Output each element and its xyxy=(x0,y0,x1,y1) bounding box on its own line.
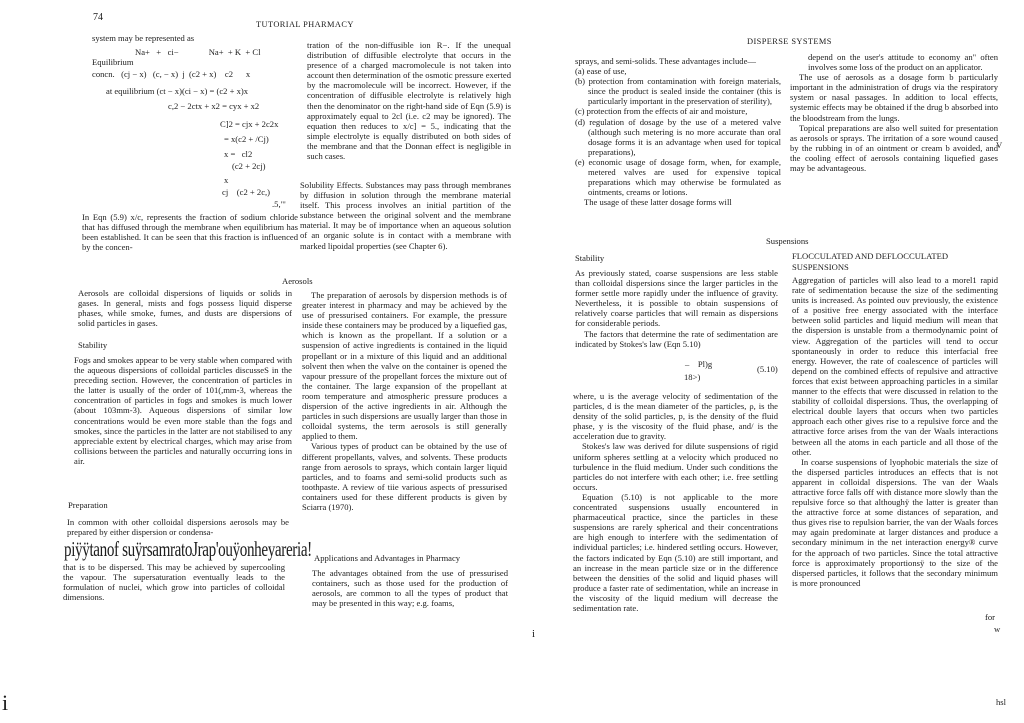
equation-applicability: Equation (5.10) is not applicable to the more concentrated suspensions usually encountered in pharmaceutical practice, since the particles in these suspensions are rarely spherical and their concentrations are high enough to interfere with the sedimentation of individual particles; i.e. hindered settling occurs. However, the factors indicated by Eqn (5.10) are still important, and an increase in the mean particle size or in the difference between the densities of the solid and liquid phases will produce a faster rate of sedimentation, while an increase in the viscosity of the liquid medium will decrease the sedimentation rate. xyxy=(573,491,778,613)
equation-number: (5.10) xyxy=(757,364,778,374)
equation-5-10-numerator: – Pl)g xyxy=(685,359,713,369)
eq-line-8: x = cl2 xyxy=(224,149,253,159)
eq-line-5: c,2 − 2ctx + x2 = cyx + x2 xyxy=(168,101,260,111)
eq-line-7: = x(c2 + /Cj) xyxy=(224,134,269,144)
paragraph-advantages xyxy=(575,56,781,207)
stokes-where: where, u is the average velocity of sedimentation of the particles, d is the mean diameter of the particles, ρ, is the density of the solid particles, p, is the density of the fluid phase, y is the viscosity of the fluid phase, and/ is the acceleration due to gravity. xyxy=(573,391,778,442)
equation-5-10-denominator: 18>) xyxy=(684,372,701,382)
heading-stability-left: Stability xyxy=(78,340,108,350)
paragraph-eqn-fraction: In Eqn (5.9) x/c, represents the fraction of sodium chloride that has diffused through the membrane when equilibrium has been established. It can be seen that this fraction is influenced by the concen- xyxy=(82,212,298,253)
running-head-left: TUTORIAL PHARMACY xyxy=(256,20,354,29)
heading-stability-right: Stability xyxy=(575,253,605,263)
heading-flocculated: FLOCCULATED AND DEFLOCCULATED SUSPENSIONS xyxy=(792,251,949,272)
column-top-right xyxy=(790,52,998,173)
eq-line-2: Equilibrium xyxy=(92,57,134,67)
paragraph-preparation-start: In common with other colloidal dispersions aerosols may be prepared by either dispersion or condensa- xyxy=(67,517,289,538)
paragraph-applications: The advantages obtained from the use of pressurised containers, such as those used for the production of aerosols, are common to all the types of product that may be presented in this way; e.g. foams, xyxy=(312,568,508,609)
paragraph-stability-right xyxy=(575,268,778,349)
heading-suspensions: Suspensions xyxy=(766,236,809,246)
advantages-list xyxy=(575,66,781,197)
paragraph-aerosol-preparation xyxy=(302,290,507,512)
flocculated-text-2: In coarse suspensions of lyophobic materials the size of the dispersed particles introduces an effects that is not apparent in colloidal dispersions. The van der Waals attractive force falls off with distance more slowly than the repulsive force so that althoughÿ the latter is greater than the attractive force at some distances of separation, and thus gives rise to repulsion barrier, the van der Waals forces may again predominate at larger distances and produce a secondary minimum in the net interaction energy® curve for the approach of two particles. Since the total attractive force is approximately proportionsÿ to the size of the dispersed particles, it follows that the secondary minimum is more pronounced xyxy=(792,456,998,588)
paragraph-solubility xyxy=(300,180,511,251)
advantages-usage: The usage of these latter dosage forms will xyxy=(584,197,732,208)
paragraph-stokes xyxy=(573,391,778,613)
list-item: (a) ease of use, xyxy=(575,66,627,77)
eq-line-3: concn. (cj − x) (c, − x) j (c2 + x) c2 x xyxy=(92,69,251,79)
running-head-right: DISPERSE SYSTEMS xyxy=(747,37,832,46)
corner-mark-right: hsl xyxy=(996,697,1007,707)
aerosol-dosage-text: The use of aerosols as a dosage form b particularly important in the administration of drugs via the respiratory system or nasal passages. In addition to local effects, systemic effects may be obtained if the drug b absorbed into the bloodstream from the lungs. xyxy=(790,72,998,123)
gutter-mark: i xyxy=(532,628,536,640)
paragraph-aerosols: Aerosols are colloidal dispersions of liquids or solids in gases. In general, mists and fogs possess liquid disperse phases, while smoke, fumes, and dusts are dispersions of solid particles in gases. xyxy=(78,288,292,329)
solubility-text: Substances may pass through membranes by diffusion in solution through the membrane material itself. This process involves an initial partition of the substance between the original solvent and the membrane material. It may be of importance when an aqueous solution of an organic solute is in contact with a membrane with marked lipoidal properties (see Chapter 6). xyxy=(300,180,511,251)
list-item: (c) protection from the effects of air and moisture, xyxy=(575,106,748,117)
paragraph-donnan: tration of the non-diffusible ion R−. If the unequal distribution of diffusible electrolyte that occurs in the presence of a charged macromolecule is not taken into account then determination of the osmotic pressure exerted by the macromolecule will be incorrect. However, if the concentration of diffusible electrolyte is relatively high then the denominator on the right-hand side of Eqn (5.9) is approximately equal to 2cl (i.e. c2 may be ignored). The equation then reduces to x/c] = 5., indicating that the simple electrolyte is equally distributed on both sides of the membrane and that the Donnan effect is negligible in such cases. xyxy=(307,40,511,162)
list-item: (e) economic usage of dosage form, when, for example, metered valves are used for expensive topical preparations which may otherwise be formulated as ointments, creams or lotions. xyxy=(575,156,781,198)
heading-preparation: Preparation xyxy=(68,500,108,510)
list-item: (b) protection from contamination with foreign materials, since the product is sealed inside the container (this is particularly important in the preservation of sterility), xyxy=(575,76,781,107)
margin-mark-w: w xyxy=(994,624,1001,634)
stability-right-text: As previously stated, coarse suspensions are less stable than colloidal dispersions since the larger particles in the former settle more rapidly under the influence of gravity. Nevertheless, it is possible to obtain suspensions of relatively coarse particles that will remain as dispersions for considerable periods. xyxy=(575,268,778,329)
aerosol-types-text: Various types of product can be obtained by the use of different propellants, valves, and solvents. These products range from aerosols to sprays, which contain larger liquid particles, and to foams and semi-solid products such as toothpaste. A review of tiie various aspects of pressurised containers used for these different products is given by Sciarra (1970). xyxy=(302,441,507,512)
garbled-ocr-line: piÿÿtanof suÿrsamratoJrap'ouÿonheyareria! xyxy=(64,537,312,561)
eq-line-9: (c2 + 2cj) xyxy=(232,161,266,171)
eq-line-1: Na+ + ci− Na+ + K + Cl xyxy=(135,47,261,57)
topical-text: Topical preparations are also well suited for presentation as aerosols or sprays. The irritation of a sore wound caused by the rubbing in of an ointment or cream b avoided, and the cooling effect of aerosols containing liquefied gases may be advantageous. xyxy=(790,122,998,174)
corner-mark-left: i xyxy=(2,690,9,715)
heading-applications: Applications and Advantages in Pharmacy xyxy=(314,553,461,563)
list-item: (d) regulation of dosage by the use of a metered valve (although such metering is no more accurate than oral dosage forms it is an advantage when used for topical preparations), xyxy=(575,116,781,157)
page-number: 74 xyxy=(93,12,103,23)
col1-intro: system may be represented as xyxy=(92,33,195,43)
eq-line-11: cj (c2 + 2c,) xyxy=(222,187,271,197)
eq-line-4: at equilibrium (ct − x)(ci − x) = (c2 + x)x xyxy=(106,86,249,96)
eq-line-10: x xyxy=(224,175,229,185)
stokes-law: Stokes's law was derived for dilute suspensions of rigid uniform spheres settling at a velocity which produced no turbulence in the fluid medium. Under such conditions the particles do not interfere with each other; i.e. free settling occurs. xyxy=(573,441,778,492)
flocculated-text-1: Aggregation of particles will also lead to a morel1 rapid rate of sedimentation because the size of the sedimenting units is increased. As pointed ouv previously, the existence of a positive free energy associated with the interface between solid particles and liquid medium will mean that the dispersion is unstable from a thermodynamic point of view. Aggregation of the particles will tend to occur spontaneously in order to reduce this interfacial free energy. However, the rate of coalescence of particles will depend on the combined effects of repulsive and attractive forces that exist between approaching particles in a similar manner to the effects that were discussed in relation to the stability of colloidal dispersions. Thus, the overlapping of electrical double layers that occurs when two particles approach each other gives rise to a repulsive force and the attractive force arises from the van der Waals interactions between all the atoms in each particle and all those of the other. xyxy=(792,275,998,457)
eq-line-12: .5,"' xyxy=(272,199,286,209)
solubility-title: Solubility Effects. xyxy=(300,180,363,190)
economy-text: depend on the user's attitude to economy an" often involves some loss of the product on an applicator. xyxy=(808,52,998,73)
paragraph-preparation-end: that is to be dispersed. This may be achieved by supercooling the vapour. The supersaturation eventually leads to the formulation of nuclei, which grow into particles of colloidal dimensions. xyxy=(63,562,285,603)
advantages-intro: sprays, and semi-solids. These advantages include— xyxy=(575,56,756,66)
paragraph-flocculated xyxy=(792,275,998,588)
eq-line-6: C]2 = cjx + 2c2x xyxy=(220,119,279,129)
paragraph-stability-left: Fogs and smokes appear to be very stable when compared with the aqueous dispersions of colloidal particles discusseS in the preceding section. However, the concentration of particles in the latter is usually of the order of 101(,mm-3, whereas the concentration of particles in fogs and smokes is much lower (about 103mm-3). Aqueous dispersions of similar low concentrations would be even more stable than the fogs and smokes, since the particles in the latter are not stabilised to any appreciable extent by electrical charges, which may arise from collisions between the particles and naturally occurring ions in air. xyxy=(74,355,292,466)
stokes-intro: The factors that determine the rate of sedimentation are indicated by Stokes's law (Eqn 5.10) xyxy=(575,328,778,349)
aerosol-prep-text: The preparation of aerosols by dispersion methods is of greater interest in pharmacy and may be achieved by the use of pressurised containers. For example, the pressure inside these containers may be produced by a liquefied gas, which is known as the propellant. If a solution or a suspension of active ingredients is contained in the liquid propellant or in a mixture of this liquid and an additional solvent then when the valve on the container is opened the vapour pressure of the propellant forces the mixture out of the container. The large expansion of the propellant at room temperature and atmospheric pressure produces a dispersion of the active ingredients in air. Although the particles in such dispersions are usually larger than those in colloidal systems, the term aerosols is still generally applied to them. xyxy=(302,290,507,442)
margin-mark-v: V xyxy=(996,140,1003,150)
heading-aerosols: Aerosols xyxy=(282,276,313,286)
margin-mark-for: for xyxy=(985,612,996,622)
